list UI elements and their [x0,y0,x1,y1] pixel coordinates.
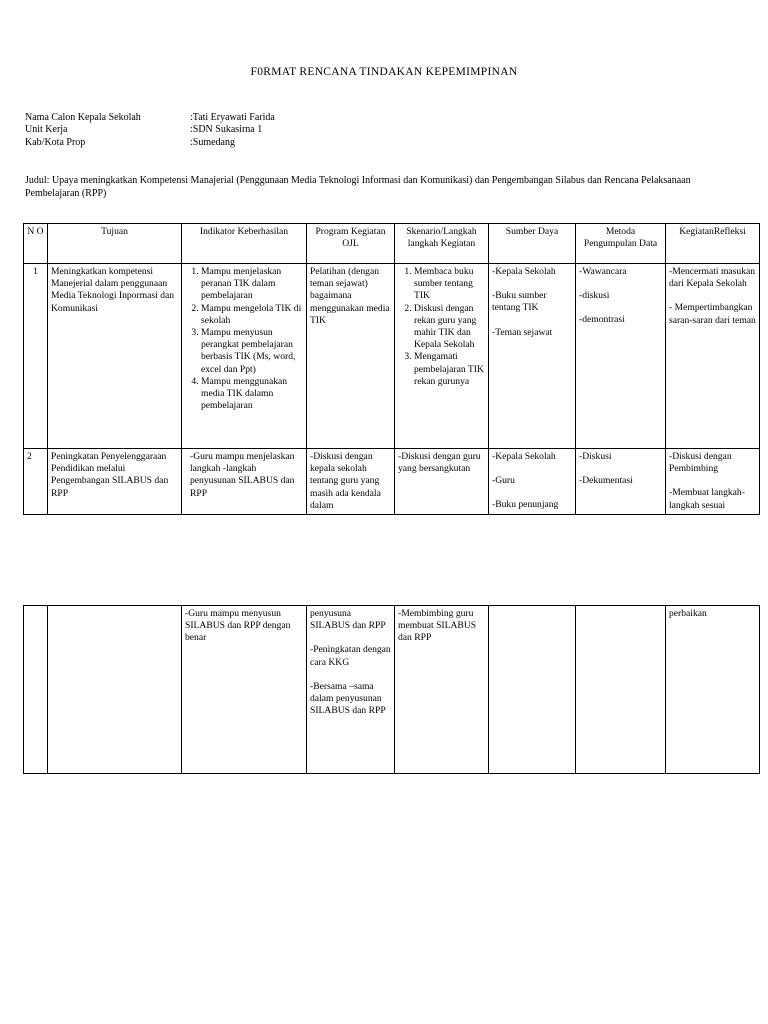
action-plan-table [23,223,760,515]
cell-refleksi [666,264,760,449]
header-no: N O [24,224,48,264]
list-item: 1. Mampu menjelaskan peranan TIK dalam pembelajaran [201,266,303,303]
info-value: :Tati Eryawati Farida [190,112,275,123]
list-item: -Dekumentasi [579,475,633,487]
cell-metoda [576,606,666,774]
list-item: - Mempertimbangkan saran-saran dari teman [669,302,756,326]
table-row [24,449,760,515]
cell-sumber [489,606,576,774]
cell-tujuan: Peningkatan Penyelenggaraan Pendidikan melalui Pengembangan SILABUS dan RPP [48,449,182,515]
cell-refleksi: perbaikan [666,606,760,774]
document-title: F0RMAT RENCANA TINDAKAN KEPEMIMPINAN [250,66,518,78]
list-item: -Bersama –sama dalam penyusunan SILABUS dan RPP [310,680,386,717]
table-row [24,264,760,449]
cell-sumber [489,449,576,515]
list-item: -Kepala Sekolah [492,266,556,277]
list-item: -Mencermati masukan dari Kepala Sekolah [669,266,756,290]
info-label: Unit Kerja [25,124,68,136]
list-item: -Diskusi dengan Pembimbing [669,451,732,475]
info-label: Kab/Kota Prop [25,136,86,148]
cell-program [307,606,395,774]
info-value: :SDN Sukasirna 1 [190,124,263,136]
cell-metoda [576,449,666,515]
list-item: -Teman sejawat [492,326,553,338]
identity-block [25,112,275,149]
header-skenario: Skenario/Langkah langkah Kegiatan [395,224,489,264]
cell-tujuan: Meningkatkan kompetensi Manejerial dalam penggunaan Media Teknologi Inpormasi dan Komunikasi [48,264,182,449]
list-item: 3. Mampu menyusun perangkat pembelajaran berbasis TIK (Ms, word, excel dan Ppt) [201,327,303,376]
list-item: -Kepala Sekolah [492,451,556,462]
list-item: 1. Membaca buku sumber tentang TIK [414,266,485,303]
cell-program: Pelatihan (dengan teman sejawat) bagaimana menggunakan media TIK [307,264,395,449]
cell-metoda [576,264,666,449]
cell-skenario [395,264,489,449]
list-item: -Diskusi [579,451,612,462]
list-item: -demontrasi [579,314,625,326]
cell-indikator [182,264,307,449]
list-item: 4. Mampu menggunakan media TIK dalamn pembelajaran [201,376,303,413]
header-indikator: Indikator Keberhasilan [182,224,307,264]
info-row-name [25,112,275,124]
cell-tujuan [48,606,182,774]
list-item: -Guru [492,475,515,487]
list-item: -Wawancara [579,266,627,277]
list-item: 3. Mengamati pembelajaran TIK rekan gurunya [414,351,485,388]
list-item: 2. Diskusi dengan rekan guru yang mahir TIK dan Kepala Sekolah [414,303,485,352]
info-row-city [25,137,275,149]
cell-no: 2 [24,449,48,515]
cell-skenario: -Diskusi dengan guru yang bersangkutan [395,449,489,515]
list-item: -Buku sumber tentang TIK [492,290,547,314]
info-value: :Sumedang [190,136,235,148]
cell-skenario: -Membimbing guru membuat SILABUS dan RPP [395,606,489,774]
list-item: -Membuat langkah-langkah sesuai [669,487,745,511]
cell-indikator: -Guru mampu menyusun SILABUS dan RPP dengan benar [182,606,307,774]
header-tujuan: Tujuan [48,224,182,264]
header-refleksi: KegiatanRefleksi [666,224,760,264]
cell-sumber [489,264,576,449]
list-item: -diskusi [579,290,610,302]
cell-refleksi [666,449,760,515]
list-item: 2. Mampu mengelola TIK di sekolah [201,303,303,327]
header-program: Program Kegiatan OJL [307,224,395,264]
header-sumber: Sumber Daya [489,224,576,264]
list-item: penyusuna SILABUS dan RPP [310,608,386,632]
judul-text: Judul: Upaya meningkatkan Kompetensi Manajerial (Penggunaan Media Teknologi Informasi dan Komunikasi) dan Pengembangan Silabus dan Rencana Pelaksanaan Pembelajaran (RPP) [25,175,691,199]
header-metoda: Metoda Pengumpulan Data [576,224,666,264]
table-row [24,606,760,774]
cell-no [24,606,48,774]
info-row-unit [25,124,275,136]
info-label: Nama Calon Kepala Sekolah [25,112,141,123]
table-header-row [24,224,760,264]
cell-indikator: -Guru mampu menjelaskan langkah -langkah penyusunan SILABUS dan RPP [182,449,307,515]
action-plan-table-continued [23,605,760,774]
list-item: -Buku penunjang [492,499,559,511]
cell-program: -Diskusi dengan kepala sekolah tentang guru yang masih ada kendala dalam [307,449,395,515]
list-item: -Peningkatan dengan cara KKG [310,644,391,668]
cell-no: 1 [24,264,48,449]
